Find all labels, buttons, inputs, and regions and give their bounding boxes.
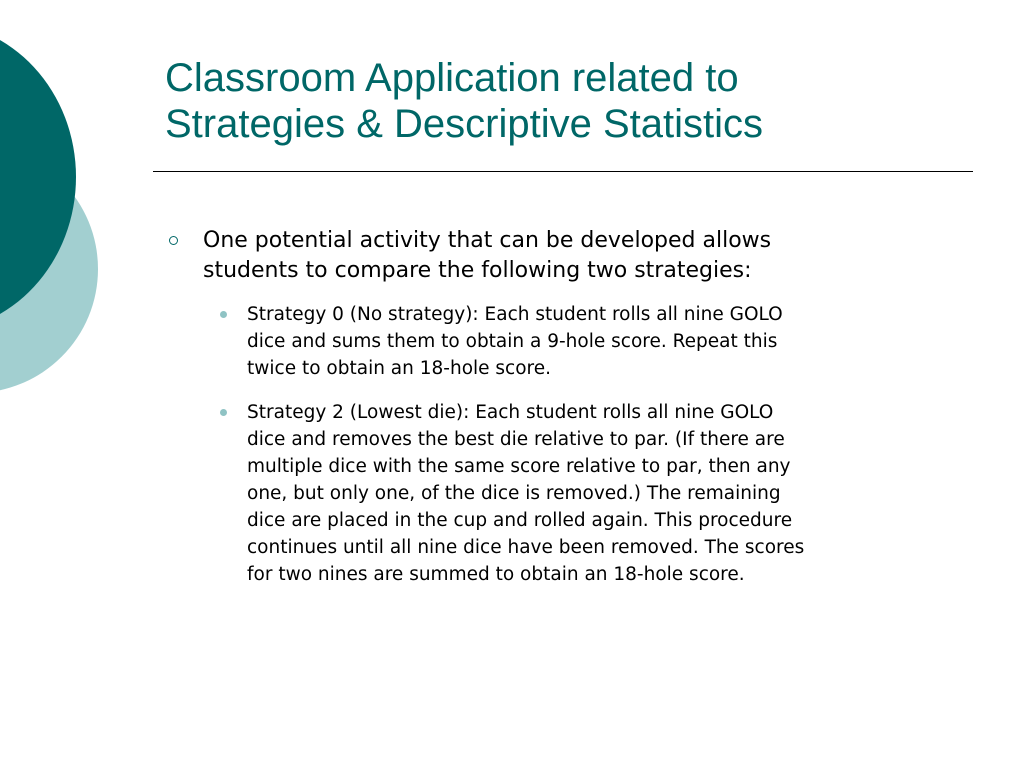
sub-bullet-strategy-0 [160, 301, 950, 382]
sub-bullet-strategy-2 [160, 399, 950, 588]
sub-bullet-line: dice and sums them to obtain a 9-hole score. Repeat this [247, 331, 778, 352]
sub-bullet-list [160, 301, 950, 588]
sub-bullet-line: multiple dice with the same score relative to par, then any [247, 456, 791, 477]
hollow-circle-bullet-icon [169, 236, 178, 245]
filled-dot-bullet-icon [220, 409, 227, 416]
filled-dot-bullet-icon [220, 311, 227, 318]
main-bullet-line-2: students to compare the following two strategies: [203, 258, 752, 283]
main-bullet [160, 226, 950, 286]
title-line-2: Strategies & Descriptive Statistics [165, 102, 763, 146]
title-divider [153, 171, 973, 172]
sub-bullet-line: dice are placed in the cup and rolled again. This procedure [247, 510, 793, 531]
sub-bullet-line: Strategy 2 (Lowest die): Each student rolls all nine GOLO [247, 402, 774, 423]
sub-bullet-line: continues until all nine dice have been removed. The scores [247, 537, 805, 558]
slide-title [165, 55, 985, 147]
sub-bullet-line: dice and removes the best die relative to par. (If there are [247, 429, 785, 450]
main-bullet-line-1: One potential activity that can be developed allows [203, 228, 772, 253]
sub-bullet-line: for two nines are summed to obtain an 18-hole score. [247, 564, 745, 585]
sub-bullet-line: Strategy 0 (No strategy): Each student rolls all nine GOLO [247, 304, 783, 325]
sub-bullet-line: one, but only one, of the dice is removed.) The remaining [247, 483, 781, 504]
slide-body [160, 226, 950, 605]
title-line-1: Classroom Application related to [165, 56, 739, 100]
sub-bullet-line: twice to obtain an 18-hole score. [247, 358, 552, 379]
